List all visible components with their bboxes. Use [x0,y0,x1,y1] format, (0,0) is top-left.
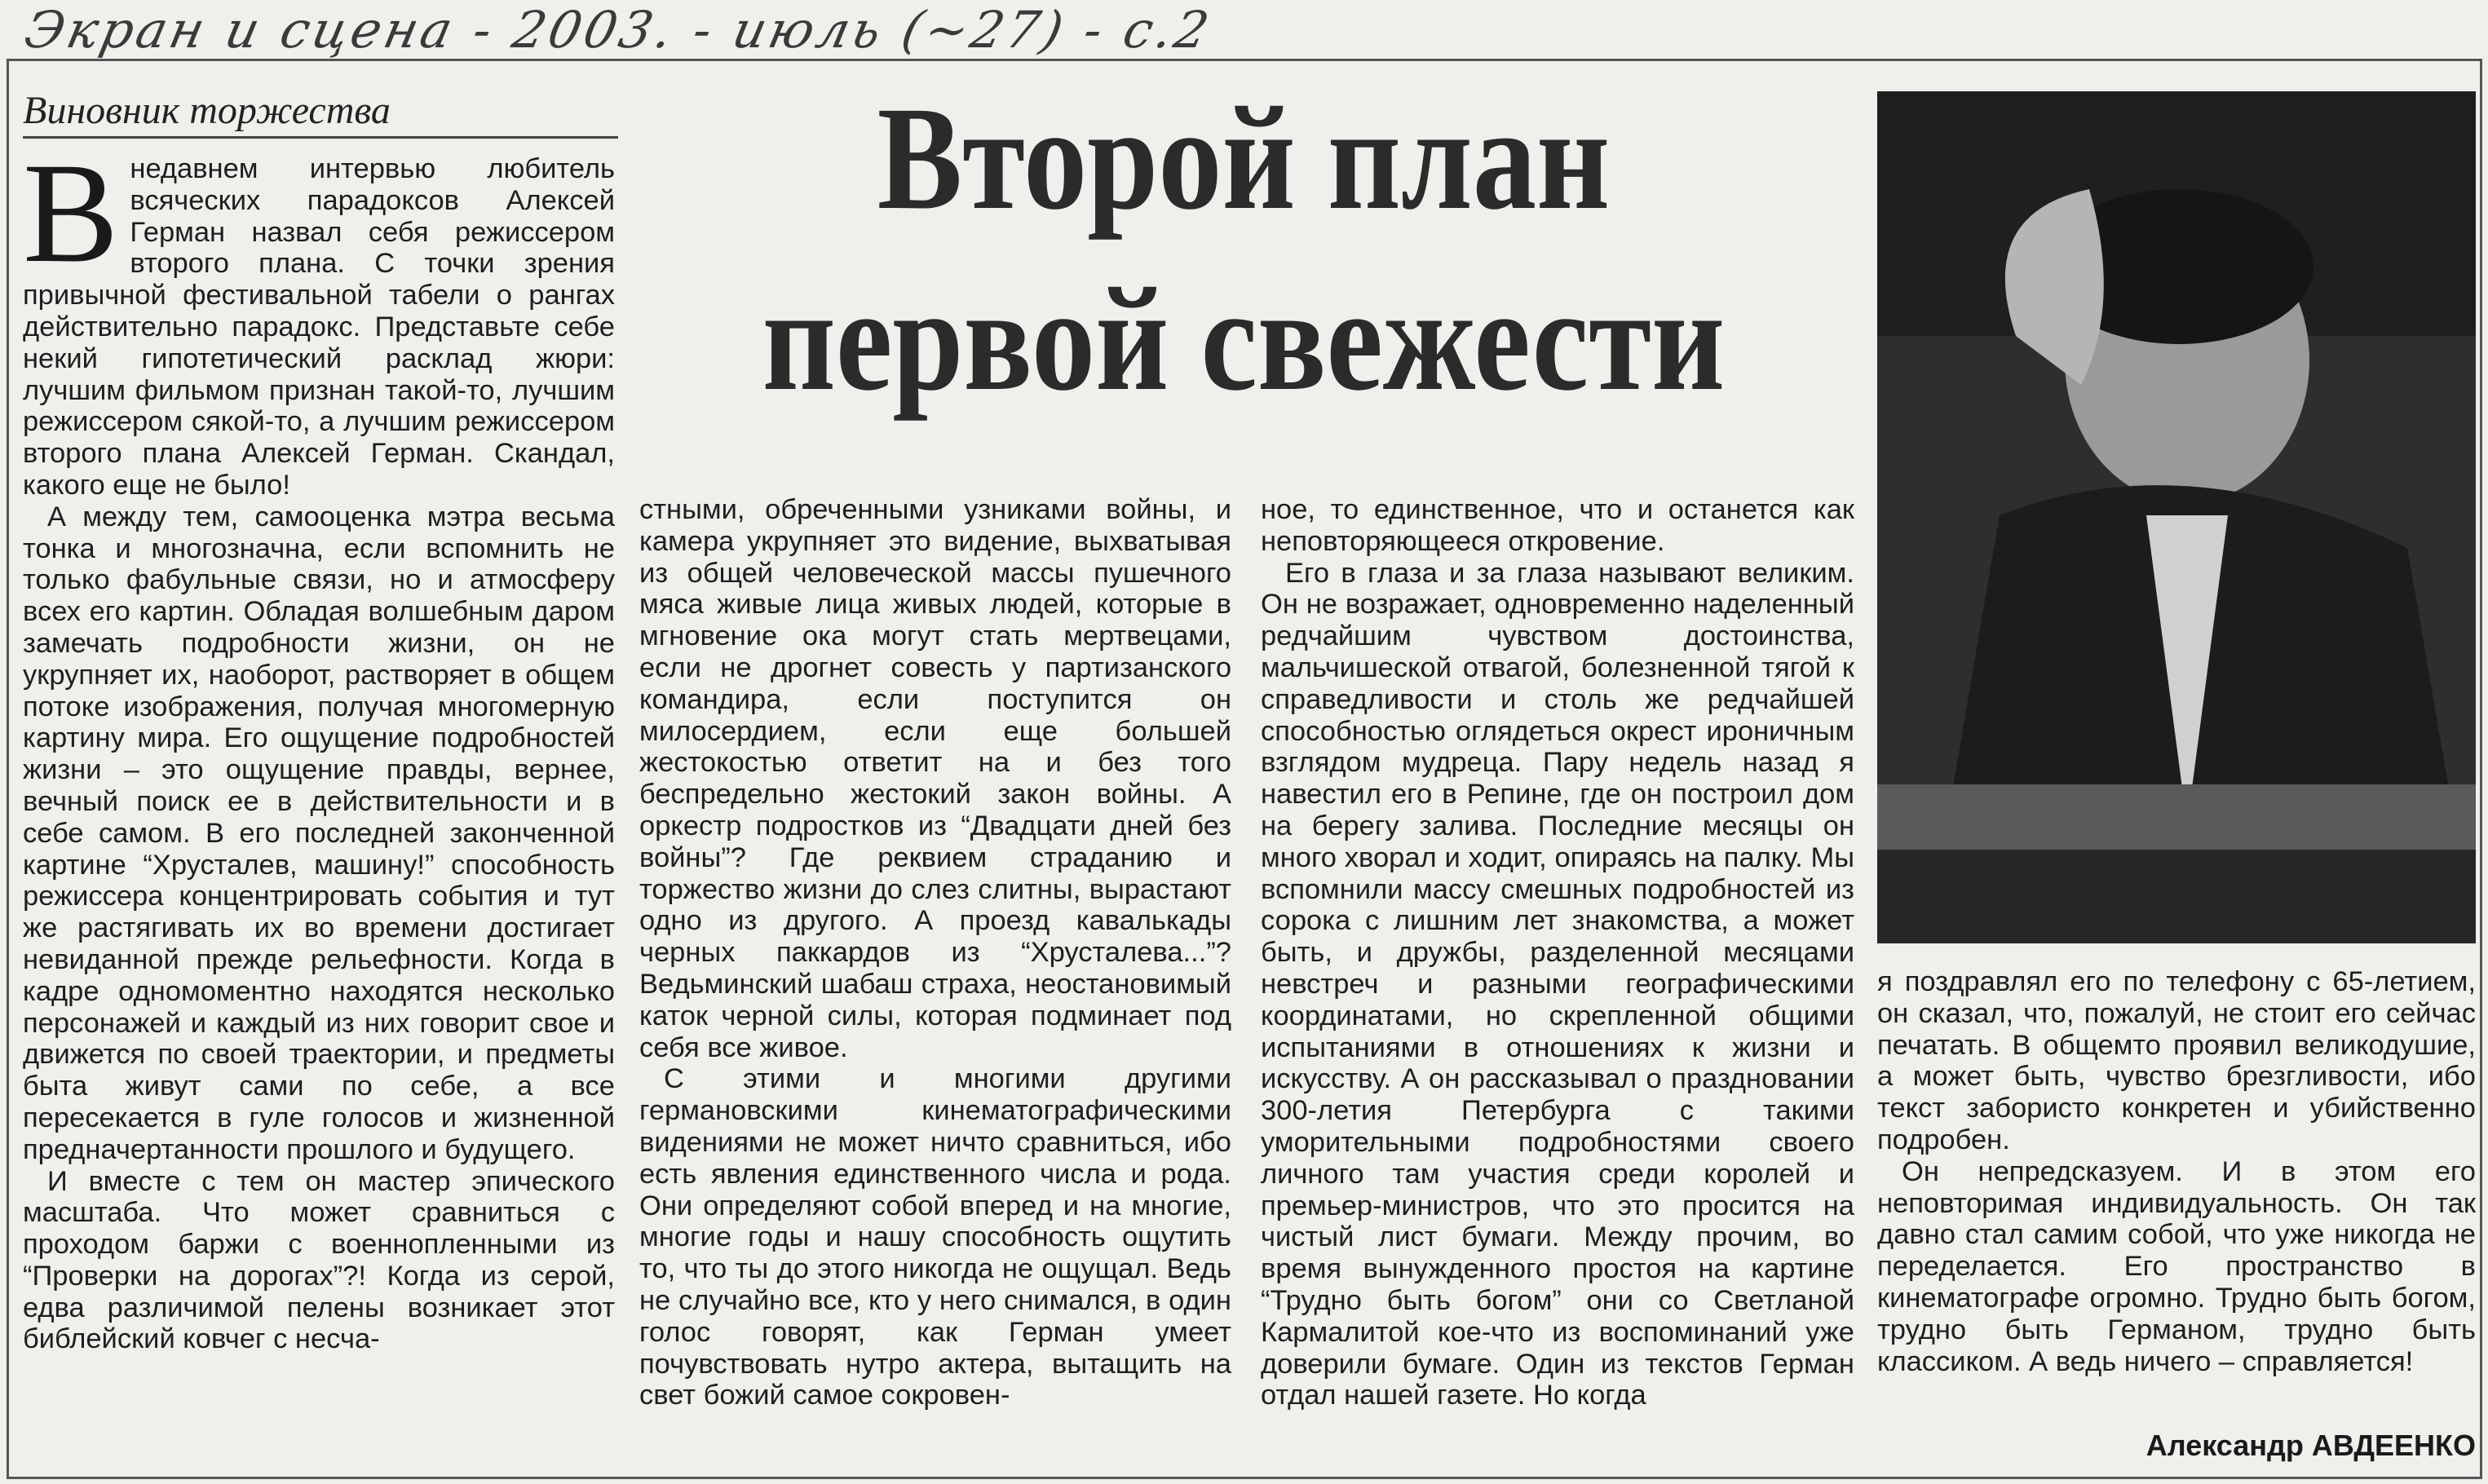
author-byline: Александр АВДЕЕНКО [2146,1429,2476,1462]
headline [714,68,1774,431]
paragraph [23,153,615,501]
paragraph: С этими и многими другими германовскими кинематографическими видениями не может ничто сравниться, ибо есть явления единственного числа и рода. Они определяют собой вперед и на многие, многие годы и нашу способность ощутить то, что ты до этого никогда не ощущал. Ведь не случайно все, кто у него снимался, в один голос говорят, как Герман умеет почувствовать нутро актера, вытащить на свет божий самое сокровен- [639,1063,1231,1411]
headline-line-2: первой свежести [762,258,1726,422]
article-column-4 [1877,966,2476,1423]
portrait-photo [1877,91,2476,943]
paragraph: стными, обреченными узниками войны, и камера укрупняет это видение, выхватывая из общей человеческой массы пушечного мяса живые лица живых людей, которые в мгновение ока могут стать мертвецами, если не дрогнет совесть у партизанского командира, если поступится он милосердием, если еще большей жестокостью ответит на и без того беспредельно жестокий закон войны. А оркестр подростков из “Двадцати дней без войны”? Где реквием страданию и торжество жизни до слез слитны, вырастают одно из другого. А проезд кавалькады черных паккардов из “Хрусталева...”? Ведьминский шабаш страха, неостановимый каток черной силы, которая подминает под себя все живое. [639,494,1231,1063]
article-column-1 [23,153,615,1474]
rubric: Виновник торжества [23,88,618,139]
paragraph-text: недавнем интервью любитель всяческих парадоксов Алексей Герман назвал себя режиссером второго плана. С точки зрения привычной фестивальной табели о рангах действительно парадокс. Представьте себе некий гипотетический расклад жюри: лучшим фильмом признан такой-то, лучшим режиссером сякой-то, а лучшим режиссером второго плана Алексей Герман. Скандал, какого еще не было! [23,153,615,501]
article-column-2 [639,494,1231,1473]
paragraph: я поздравлял его по телефону с 65-летием, он сказал, что, пожалуй, не стоит его сейчас печатать. В общемто проявил великодушие, а может быть, чувство брезгливости, ибо текст забористо конкретен и убийственно подробен. [1877,966,2476,1155]
paragraph: А между тем, самооценка мэтра весьма тонка и многозначна, если вспомнить не только фабульные связи, но и атмосферу всех его картин. Обладая волшебным даром замечать подробности жизни, он не укрупняет их, наоборот, растворяет в общем потоке изображения, получая многомерную картину мира. Его ощущение подробностей жизни – это ощущение правды, вернее, вечный поиск ее в действительности и в себе самом. В его последней законченной картине “Хрусталев, машину!” способность режиссера концентрировать события и тут же растягивать их во времени достигает невиданной прежде рельефности. Когда в кадре одномоментно находятся несколько персонажей и каждый из них говорит свое и движется по своей траектории, и предметы быта живут сами по себе, а все пересекается в гуле голосов и жизненной предначертанности прошлого и будущего. [23,501,615,1165]
paragraph: Он непредсказуем. И в этом его неповторимая индивидуальность. Он так давно стал самим собой, что уже никогда не переделается. Его пространство в кинематографе огромно. Трудно быть богом, трудно быть Германом, трудно быть классиком. А ведь ничего – справляется! [1877,1155,2476,1377]
drop-cap: В [23,153,119,293]
article-column-3 [1261,494,1854,1473]
headline-line-1: Второй план [877,77,1611,241]
paragraph: И вместе с тем он мастер эпического масштаба. Что может сравниться с проходом баржи с военнопленными из “Проверки на дорогах”?! Когда из серой, едва различимой пелены возникает этот библейский ковчег с несча- [23,1165,615,1355]
paragraph: Его в глаза и за глаза называют великим. Он не возражает, одновременно наделенный редчайшим чувством достоинства, мальчишеской отвагой, болезненной тягой к справедливости и столь же редчайшей способностью оглядеться окрест ироничным взглядом мудреца. Пару недель назад я навестил его в Репине, где он построил дом на берегу залива. Последние месяцы он много хворал и ходит, опираясь на палку. Мы вспомнили массу смешных подробностей из сорока с лишним лет знакомства, а может быть, и дружбы, разделенной месяцами невстреч и разными географическими координатами, но скрепленной общими испытаниями в отношениях к жизни и искусству. А он рассказывал о праздновании 300-летия Петербурга с такими уморительными подробностями своего личного там участия среди королей и премьер-министров, что это просится на чистый лист бумаги. Между прочим, во время вынужденного простоя на картине “Трудно быть богом” они со Светланой Кармалитой кое-что из воспоминаний уже доверили бумаге. Один из текстов Герман отдал нашей газете. Но когда [1261,557,1854,1411]
paragraph: ное, то единственное, что и останется как неповторяющееся откровение. [1261,494,1854,557]
handwritten-source-note: Экран и сцена - 2003. - июль (~27) - с.2 [20,0,1217,60]
